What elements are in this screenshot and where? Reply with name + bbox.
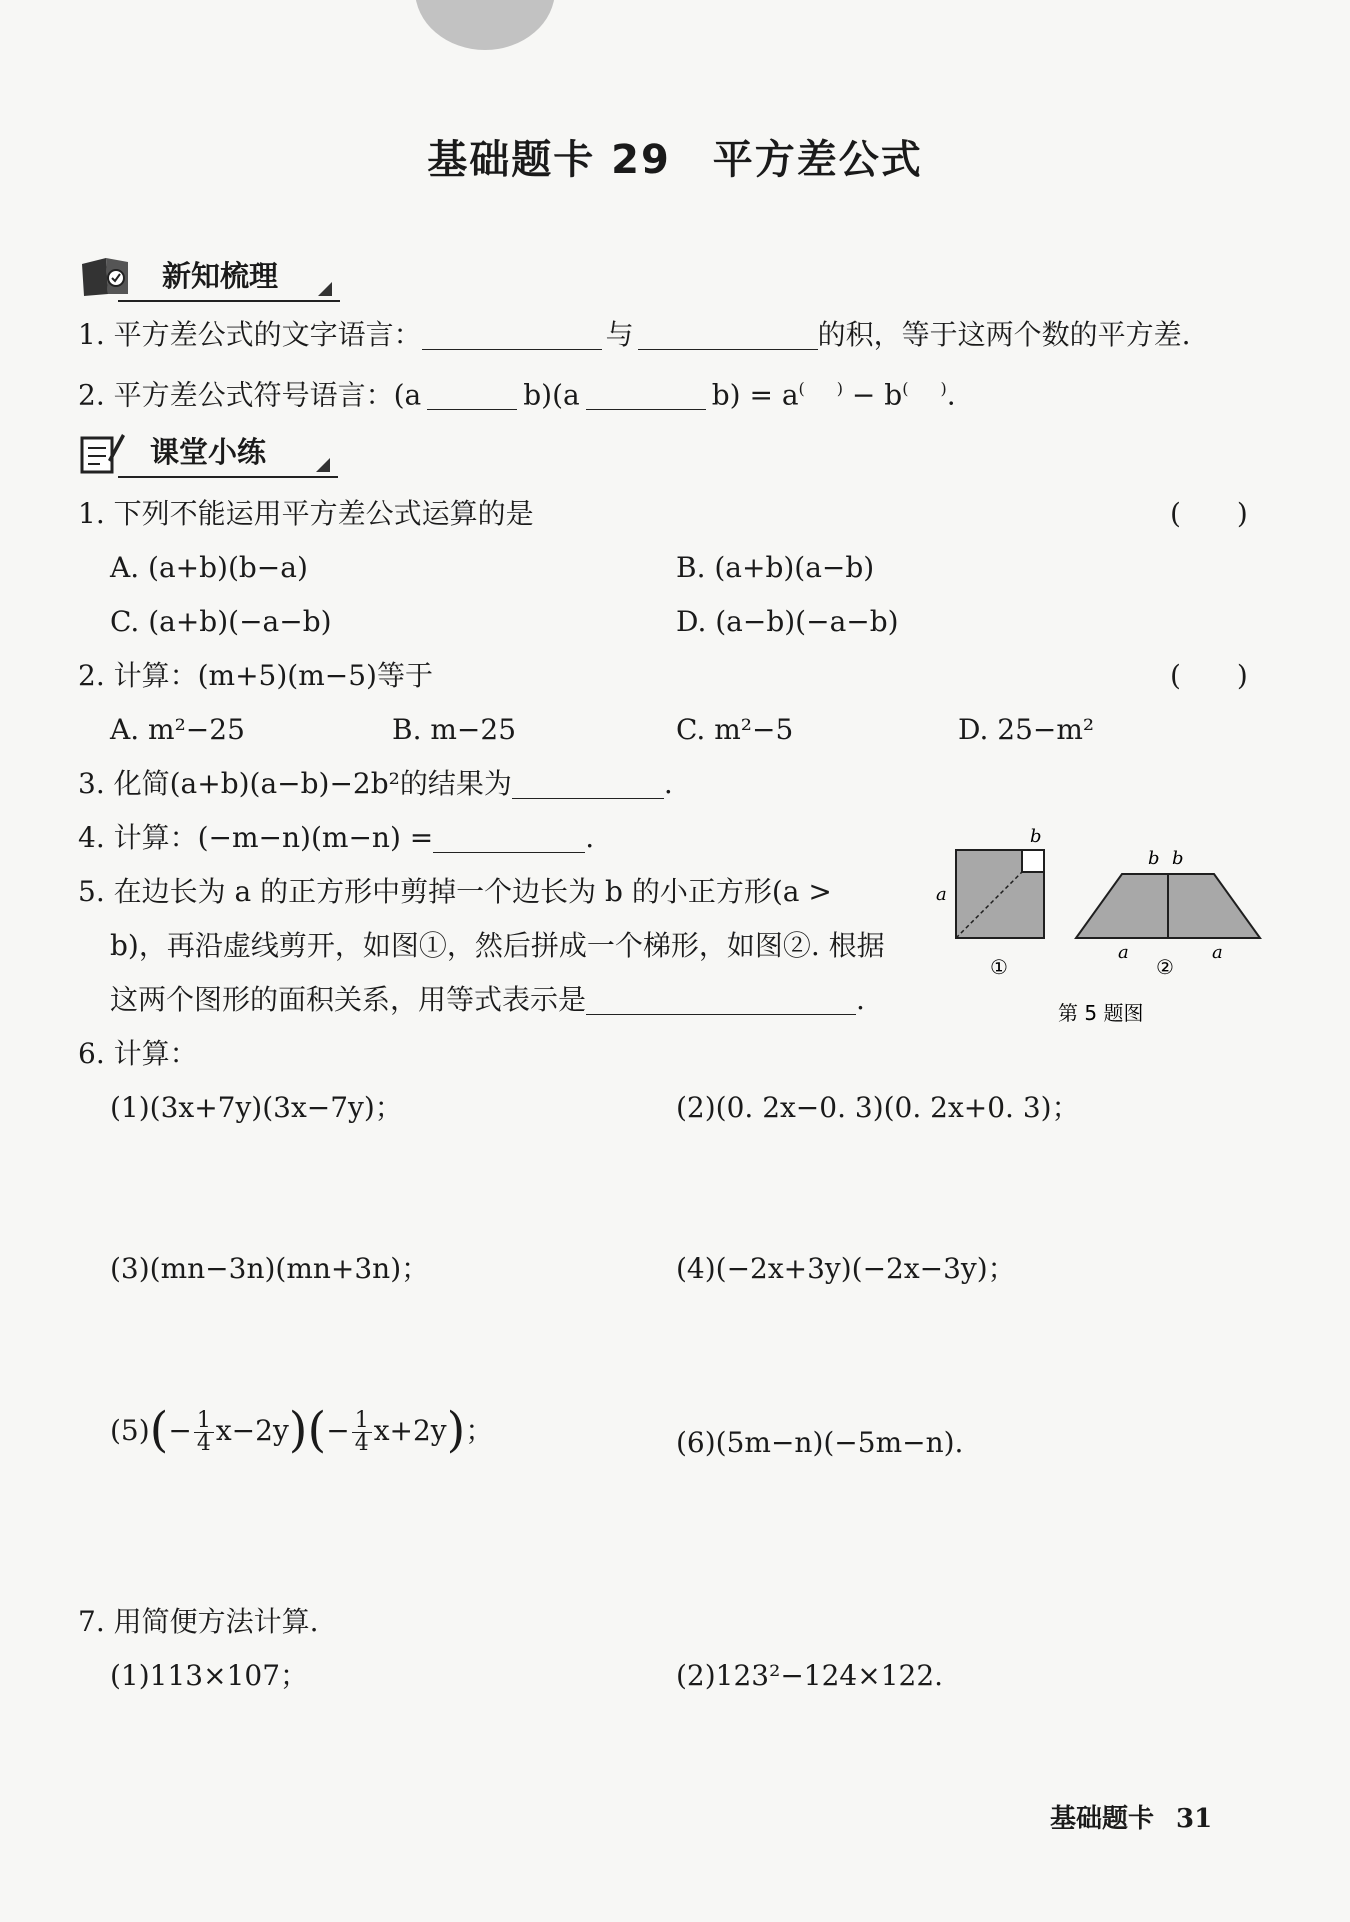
- page-footer: [1050, 1798, 1212, 1835]
- question-6-stem: 6. 计算：: [78, 1037, 198, 1070]
- figure-caption: 第 5 题图: [1058, 1001, 1144, 1022]
- option-b[interactable]: B. (a+b)(a−b): [676, 551, 875, 584]
- label-b: b: [1172, 848, 1184, 869]
- exponent-blank[interactable]: ( ): [902, 379, 947, 398]
- figure-2-number: ②: [1156, 955, 1174, 979]
- book-icon: [78, 254, 134, 298]
- question-5-line-2: b)，再沿虚线剪开，如图①，然后拼成一个梯形，如图②. 根据: [110, 929, 885, 962]
- page-number: 31: [1176, 1804, 1213, 1834]
- section-header-new-knowledge: [78, 252, 340, 302]
- option-c[interactable]: C. (a+b)(−a−b): [110, 605, 332, 638]
- triangle-icon: [318, 282, 332, 296]
- divider: [118, 476, 338, 478]
- answer-blank[interactable]: [586, 379, 706, 410]
- question-1-answer-paren[interactable]: ( ): [1170, 497, 1248, 530]
- section-header-classroom-practice: [78, 428, 340, 478]
- option-a[interactable]: A. (a+b)(b−a): [110, 551, 308, 584]
- label-a: a: [1118, 942, 1129, 963]
- question-6-part-4: (4)(−2x+3y)(−2x−3y)；: [676, 1252, 1016, 1285]
- section-title: 新知梳理: [162, 259, 279, 293]
- answer-blank[interactable]: [422, 319, 602, 350]
- answer-blank[interactable]: [586, 984, 856, 1015]
- question-5-figure: [930, 822, 1270, 1022]
- label-b: b: [1148, 848, 1160, 869]
- figure-1-number: ①: [990, 955, 1008, 979]
- nk-question-2: 2. 平方差公式符号语言：(a b)(a b) = a( ) − b( ).: [78, 378, 956, 412]
- page-title: 基础题卡 29 平方差公式: [427, 137, 923, 183]
- footer-label: 基础题卡: [1050, 1804, 1155, 1834]
- question-3: 3. 化简(a+b)(a−b)−2b²的结果为 .: [78, 767, 673, 800]
- scan-artifact: [415, 0, 555, 50]
- section-title: 课堂小练: [150, 435, 267, 469]
- option-c[interactable]: C. m²−5: [676, 713, 794, 746]
- small-square-cutout: [1022, 850, 1044, 872]
- question-6-part-5: (5)(− $\frac{1}{4}$ x−2y)(− $\frac{1}{4}$ x+2y)；: [110, 1402, 494, 1458]
- question-1-stem: 1. 下列不能运用平方差公式运算的是: [78, 497, 534, 530]
- label-a: a: [936, 884, 947, 905]
- question-7-part-2: (2)123²−124×122.: [676, 1659, 944, 1692]
- triangle-icon: [316, 458, 330, 472]
- question-2-stem: 2. 计算：(m+5)(m−5)等于: [78, 659, 433, 692]
- answer-blank[interactable]: [433, 822, 585, 853]
- question-6-part-6: (6)(5m−n)(−5m−n).: [676, 1426, 964, 1459]
- divider: [118, 300, 340, 302]
- exponent-blank[interactable]: ( ): [798, 379, 844, 398]
- question-7-part-1: (1)113×107；: [110, 1659, 309, 1692]
- question-7-stem: 7. 用简便方法计算.: [78, 1605, 319, 1638]
- question-6-part-3: (3)(mn−3n)(mn+3n)；: [110, 1252, 430, 1285]
- label-a: a: [1212, 942, 1223, 963]
- question-5-line-1: 5. 在边长为 a 的正方形中剪掉一个边长为 b 的小正方形(a >: [78, 875, 832, 908]
- question-6-part-2: (2)(0. 2x−0. 3)(0. 2x+0. 3)；: [676, 1091, 1080, 1124]
- answer-blank[interactable]: [427, 379, 517, 410]
- fraction: $\frac{1}{4}$: [194, 1410, 214, 1455]
- question-5-line-3: 这两个图形的面积关系，用等式表示是 .: [110, 983, 865, 1016]
- question-6-part-1: (1)(3x+7y)(3x−7y)；: [110, 1091, 403, 1124]
- option-b[interactable]: B. m−25: [392, 713, 517, 746]
- question-2-answer-paren[interactable]: ( ): [1170, 659, 1248, 692]
- option-a[interactable]: A. m²−25: [110, 713, 245, 746]
- answer-blank[interactable]: [512, 768, 664, 799]
- option-d[interactable]: D. (a−b)(−a−b): [676, 605, 899, 638]
- fraction: $\frac{1}{4}$: [352, 1410, 372, 1455]
- question-4: 4. 计算：(−m−n)(m−n) = .: [78, 821, 595, 854]
- label-b: b: [1030, 826, 1042, 847]
- option-d[interactable]: D. 25−m²: [958, 713, 1095, 746]
- notebook-pen-icon: [78, 430, 126, 474]
- answer-blank[interactable]: [638, 319, 818, 350]
- nk-question-1: 1. 平方差公式的文字语言： 与 的积，等于这两个数的平方差.: [78, 318, 1191, 351]
